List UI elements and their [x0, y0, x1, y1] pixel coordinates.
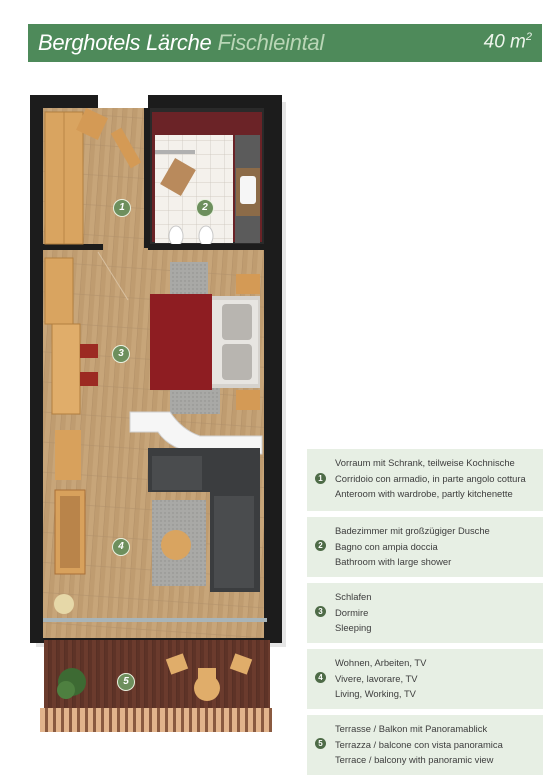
legend-number-5: 5 — [315, 738, 326, 749]
room-legend — [307, 449, 543, 781]
legend-item-4: 4 Wohnen, Arbeiten, TV Vivere, lavorare, TV Living, Working, TV — [307, 649, 543, 709]
legend-item-3: 3 Schlafen Dormire Sleeping — [307, 583, 543, 643]
legend-number-1: 1 — [315, 473, 326, 484]
hotel-name: Berghotels Lärche — [38, 30, 212, 55]
room-badge-4: 4 — [112, 538, 130, 556]
balcony-railing — [40, 708, 272, 732]
room-badge-5: 5 — [117, 673, 135, 691]
legend-number-4: 4 — [315, 672, 326, 683]
bed — [150, 294, 212, 390]
legend-item-1: 1 Vorraum mit Schrank, teilweise Kochnische Corridoio con armadio, in parte angolo cottura Anteroom with wardrobe, partly kitchenette — [307, 449, 543, 511]
room-area: 40 $m^2$ — [483, 31, 532, 53]
legend-item-5: 5 Terrasse / Balkon mit Panoramablick Terrazza / balcone con vista panoramica Terrace / balcony with panoramic view — [307, 715, 543, 775]
legend-number-2: 2 — [315, 540, 326, 551]
location-name: Fischleintal — [217, 30, 324, 55]
legend-item-2: 2 Badezimmer mit großzügiger Dusche Bagno con ampia doccia Bathroom with large shower — [307, 517, 543, 577]
room-badge-3: 3 — [112, 345, 130, 363]
room-badge-2: 2 — [196, 199, 214, 217]
room-badge-1: 1 — [113, 199, 131, 217]
legend-number-3: 3 — [315, 606, 326, 617]
